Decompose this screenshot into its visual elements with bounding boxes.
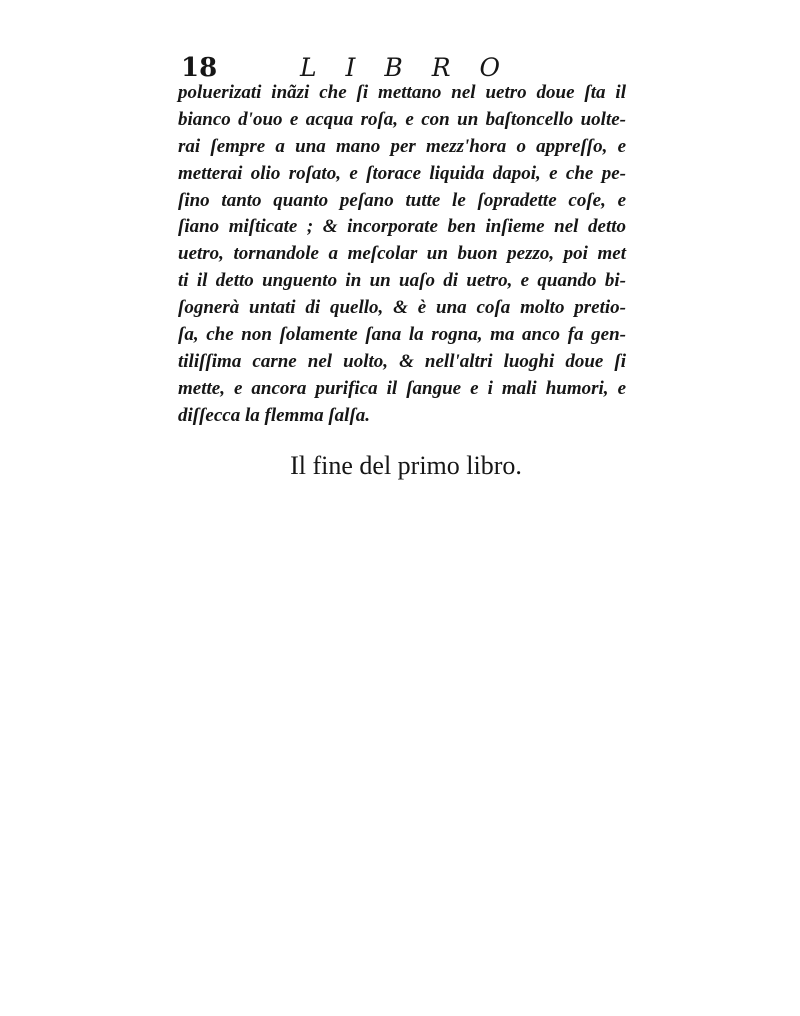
text-line: rai ſempre a una mano per mezz'hora o appreſſo, e <box>178 135 626 157</box>
text-line: mette, e ancora purifica il ſangue e i mali humori, e <box>178 377 626 399</box>
body-paragraph <box>178 80 626 430</box>
text-line: bianco d'ouo e acqua roſa, e con un baſtoncello uolte- <box>178 108 626 130</box>
text-line: ti il detto unguento in un uaſo di uetro, e quando bi- <box>178 270 626 292</box>
text-line: metterai olio roſato, e ſtorace liquida dapoi, e che pe- <box>178 162 626 184</box>
text-line: uetro, tornandole a meſcolar un buon pezzo, poi met <box>178 243 626 265</box>
text-line: diſſecca la flemma ſalſa. <box>178 404 371 426</box>
text-line: poluerizati inãzi che ſi mettano nel uetro doue ſta il <box>178 82 626 103</box>
colophon: Il fine del primo libro. <box>290 451 522 480</box>
text-line: ſognerà untati di quello, & è una coſa molto pretio- <box>178 297 626 319</box>
running-head-letter: L <box>300 53 317 82</box>
running-head-letter: O <box>479 53 500 82</box>
text-line: tiliſſima carne nel uolto, & nell'altri luoghi doue ſi <box>178 350 626 372</box>
running-head-letter: I <box>345 53 356 82</box>
text-line: ſa, che non ſolamente ſana la rogna, ma anco fa gen- <box>178 324 626 346</box>
text-line: ſiano miſticate ; & incorporate ben inſieme nel detto <box>178 216 626 238</box>
text-line: ſino tanto quanto peſano tutte le ſopradette coſe, e <box>178 189 626 211</box>
page-number: 18 <box>181 53 218 83</box>
running-head-letter: B <box>384 53 403 82</box>
running-head-letter: R <box>431 53 451 82</box>
